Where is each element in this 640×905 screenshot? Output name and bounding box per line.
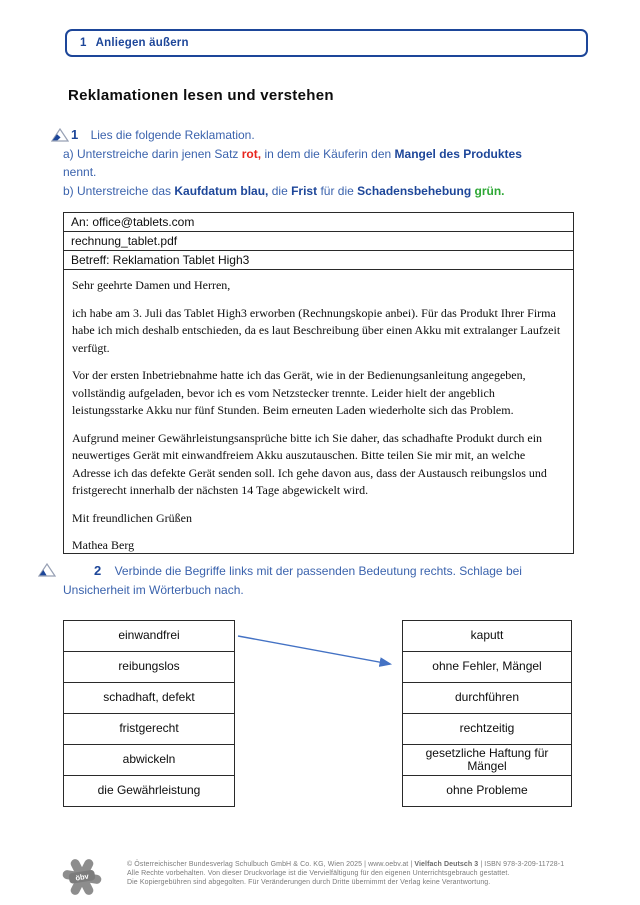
exercise-1-intro-line (63, 126, 580, 145)
footer-line-copyright: © Österreichischer Bundesverlag Schulbuch GmbH & Co. KG, Wien 2025 | www.oebv.at | Vielfach Deutsch 3 | ISBN 978-3-209-11728-1 (127, 861, 565, 868)
page-title: Reklamationen lesen und verstehen (68, 87, 334, 104)
email-closing: Mit freundlichen Grüßen (72, 510, 192, 525)
match-definition-row[interactable]: gesetzliche Haftung für Mängel (403, 745, 571, 776)
match-definition-row[interactable]: ohne Probleme (446, 783, 528, 798)
match-definition-row[interactable]: kaputt (403, 621, 571, 652)
exercise-1-line-a: a) Unterstreiche darin jenen Satz rot, in dem die Käuferin den Mangel des Produktes (63, 146, 522, 161)
footer-imprint (127, 860, 587, 888)
matching-terms-column (63, 620, 235, 807)
footer-line-rights: Alle Rechte vorbehalten. Von dieser Druckvorlage ist die Vervielfältigung für den eigenen Unterrichtsgebrauch gestattet. (127, 870, 510, 878)
match-term-row[interactable]: abwickeln (64, 745, 234, 776)
match-term-row[interactable]: schadhaft, defekt (64, 683, 234, 714)
email-paragraph: Aufgrund meiner Gewährleistungsansprüche bitte ich Sie daher, das schadhafte Produkt durch ein neuwertiges Gerät mit einwandfreiem Akku auszutauschen. Bitte teilen Sie mir mit, an welche Adresse ich das defekte Gerät senden soll. Ich gehe davon aus, dass der Austausch reibungslos und fristgerecht innerhalb der nächsten 14 Tage abgewickelt wird. (72, 430, 547, 497)
exercise-1-instructions (63, 126, 580, 200)
chapter-number: 1 (80, 37, 87, 49)
exercise-1-number: 1 (71, 127, 79, 142)
matching-definitions-column (402, 620, 572, 807)
match-definition-row[interactable]: durchführen (403, 683, 571, 714)
match-definition-row[interactable]: ohne Fehler, Mängel (403, 652, 571, 683)
match-term-row[interactable]: fristgerecht (64, 714, 234, 745)
exercise-2-instructions (63, 562, 580, 599)
exercise-1-line-b: b) Unterstreiche das Kaufdatum blau, die Frist für die Schadensbehebung grün. (63, 183, 505, 198)
email-to-row: An: office@tablets.com (64, 213, 573, 232)
chapter-title: Anliegen äußern (95, 37, 189, 49)
email-paragraph: ich habe am 3. Juli das Tablet High3 erworben (Rechnungskopie anbei). Für das Produkt Ihrer Firma habe ich mich deshalb entschieden, da es laut Beschreibung über einen Akku mit extralanger Laufzeit verfügt. (72, 305, 561, 355)
email-attachment-row: rechnung_tablet.pdf (64, 232, 573, 251)
match-term-row[interactable]: reibungslos (64, 652, 234, 683)
exercise-1-line-a-cont: nennt. (63, 165, 97, 179)
match-term-row[interactable]: einwandfrei (64, 621, 234, 652)
exercise-2-text-line2: Unsicherheit im Wörterbuch nach. (63, 582, 244, 597)
email-subject-row: Betreff: Reklamation Tablet High3 (64, 251, 573, 270)
exercise-2-intro-line (63, 562, 580, 581)
exercise-1-intro: Lies die folgende Reklamation. (90, 128, 255, 142)
email-signature: Mathea Berg (72, 538, 135, 552)
oebv-logo-text: öbv (74, 871, 90, 883)
exercise-2-text-line1: Verbinde die Begriffe links mit der passenden Bedeutung rechts. Schlage bei (114, 564, 522, 578)
difficulty-triangle-icon (38, 563, 56, 582)
match-definition-row[interactable]: rechtzeitig (403, 714, 571, 745)
complaint-email-box (63, 212, 574, 554)
oebv-logo (60, 855, 104, 904)
match-term-row[interactable]: die Gewährleistung (97, 783, 201, 798)
email-paragraph: Sehr geehrte Damen und Herren, (72, 278, 231, 292)
chapter-tab (65, 29, 588, 57)
exercise-2-number: 2 (94, 563, 102, 578)
footer-line-liability: Die Kopiergebühren sind abgegolten. Für Veränderungen durch Dritte übernimmt der Verlag keine Verantwortung. (127, 879, 491, 887)
email-paragraph: Vor der ersten Inbetriebnahme hatte ich das Gerät, wie in der Bedienungsanleitung angegeben, vollständig aufgeladen, bevor ich es vom Netzstecker trennte. Leider hielt der angeblich leistungsstarke Akku nur fünf Stunden. Beim erneuten Laden wiederholte sich das Problem. (72, 368, 526, 417)
email-body (64, 270, 573, 555)
